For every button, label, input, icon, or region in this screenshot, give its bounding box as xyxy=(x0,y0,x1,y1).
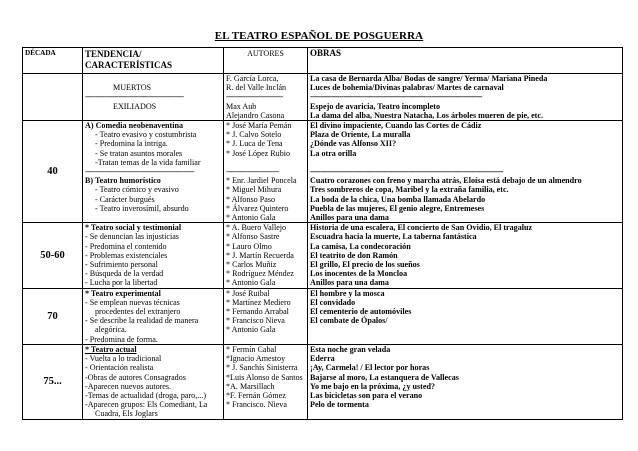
obras-cell xyxy=(308,121,623,223)
autor-line: * A. Buero Vallejo xyxy=(226,223,287,233)
tendencia-cell xyxy=(83,74,224,121)
divider-line: ---------------------------------------------------- xyxy=(85,167,194,177)
autor-line: * Francisco Nieva xyxy=(226,316,285,326)
tend-line: - Búsqueda de la verdad xyxy=(85,269,164,279)
tend-heading: * Teatro social y testimonial xyxy=(85,223,182,233)
autor-line: *A. Marsillach xyxy=(226,381,275,391)
tendencia-cell xyxy=(83,223,224,288)
divider-line: ---------------------------------------------------------------------------------- xyxy=(310,92,482,102)
obra-line: La camisa, La condecoración xyxy=(310,241,411,251)
obra-line: Historia de una escalera, El concierto de San Ovidio, El tragaluz xyxy=(310,223,533,233)
obra-line: El teatrito de don Ramón xyxy=(310,250,398,260)
tendencia-cell xyxy=(83,288,224,344)
autor-line: F. García Lorca, xyxy=(226,74,279,83)
row-muertos-exiliados xyxy=(23,74,623,121)
autores-cell xyxy=(224,223,308,288)
autor-line: *Luis Alonso de Santos xyxy=(226,372,303,382)
tend-line: - Sufrimiento personal xyxy=(85,260,158,270)
obra-line: La otra orilla xyxy=(310,148,357,158)
tendencia-cell xyxy=(83,344,224,419)
tend-line: -Tratan temas de la vida familiar xyxy=(95,157,201,167)
obra-line: La casa de Bernarda Alba/ Bodas de sangre/ Yerma/ Mariana Pineda xyxy=(310,74,548,83)
divider-line: ------------------------- xyxy=(226,167,279,177)
autor-line: * J. Sanchís Sinisterra xyxy=(226,363,298,373)
tend-line: - Se denuncian las injusticias xyxy=(85,232,179,242)
obra-line: El divino impaciente, Cuando las Cortes de Cádiz xyxy=(310,121,482,131)
tend-line: -Aparecen grupos: Els Comediant, La xyxy=(85,400,208,410)
row-50-60 xyxy=(23,223,623,288)
tend-line: EXILIADOS xyxy=(113,101,157,111)
obras-cell xyxy=(308,223,623,288)
autor-line: * Alfonso Sastre xyxy=(226,232,280,242)
tend-line xyxy=(85,74,221,83)
obras-cell xyxy=(308,344,623,419)
header-obras: OBRAS xyxy=(308,48,623,74)
autor-line: * José López Rubio xyxy=(226,148,291,158)
obra-line: Cuatro corazones con freno y marcha atrás, Eloísa está debajo de un almendro xyxy=(310,176,582,186)
obra-line: El convidado xyxy=(310,297,356,307)
autores-cell xyxy=(224,288,308,344)
autor-line: * José María Pemán xyxy=(226,121,292,131)
autor-line: * Miguel Mihura xyxy=(226,185,282,195)
obra-line: Tres sombreros de copa, Maribel y la extraña familia, etc. xyxy=(310,185,509,195)
header-autores: AUTORES xyxy=(224,48,308,74)
tend-line: -Temas de actualidad (droga, paro,...) xyxy=(85,390,207,400)
header-row xyxy=(23,48,623,74)
obra-line: Esta noche gran velada xyxy=(310,344,391,354)
obra-line: Ederra xyxy=(310,354,335,364)
autor-line: *F. Fernán Gómez xyxy=(226,390,286,400)
decada-cell: 75... xyxy=(23,344,83,419)
page-title: EL TEATRO ESPAÑOL DE POSGUERRA xyxy=(214,30,424,42)
tendencia-cell xyxy=(83,121,224,223)
tend-line: alegórica. xyxy=(95,325,127,335)
obra-line: El hombre y la mosca xyxy=(310,288,385,298)
row-40 xyxy=(23,121,623,223)
autor-line: R. del Valle Inclán xyxy=(226,83,287,93)
row-75 xyxy=(23,344,623,419)
autor-line: * J. Calvo Sotelo xyxy=(226,130,282,140)
obra-line: La dama del alba, Nuestra Natacha, Los árboles mueren de pie, etc. xyxy=(310,110,543,120)
autor-line: * Antonio Gala xyxy=(226,325,276,335)
obra-line: Pelo de tormenta xyxy=(310,400,369,410)
tend-line: - Se tratan asuntos morales xyxy=(95,148,183,158)
obra-line: Espejo de avaricia, Teatro incompleto xyxy=(310,101,441,111)
autores-cell xyxy=(224,121,308,223)
obra-line: Yo me bajo en la próxima, ¿y usted? xyxy=(310,381,436,391)
tend-line: - Teatro evasivo y costumbrista xyxy=(95,130,197,140)
obra-line: El cementerio de automóviles xyxy=(310,307,412,317)
obra-line: Anillos para una dama xyxy=(310,278,389,288)
tend-heading: B) Teatro humorístico xyxy=(85,176,161,186)
tend-line: -Obras de autores Consagrados xyxy=(85,372,186,382)
obra-line: Puebla de las mujeres, El genio alegre, Entremeses xyxy=(310,203,485,213)
row-70 xyxy=(23,288,623,344)
autor-line: * Álvarez Quintero xyxy=(226,203,289,213)
tend-line: - Teatro inverosímil, absurdo xyxy=(95,203,189,213)
tend-line: procedentes del extranjero xyxy=(95,307,181,317)
tend-line: - Vuelta a lo tradicional xyxy=(85,354,162,364)
tend-line: -Aparecen nuevos autores. xyxy=(85,381,172,391)
obra-line: El combate de Ópalos/ xyxy=(310,316,388,326)
autores-cell xyxy=(224,74,308,121)
obra-line: Plaza de Oriente, La muralla xyxy=(310,130,411,140)
tend-line: - Lucha por la libertad xyxy=(85,278,158,288)
decada-cell: 40 xyxy=(23,121,83,223)
obra-line: La boda de la chica, Una bomba llamada Abelardo xyxy=(310,194,486,204)
tend-line: - Se emplean nuevas técnicas xyxy=(85,297,180,307)
decada-cell: 50-60 xyxy=(23,223,83,288)
tend-line: - Predomina la intriga. xyxy=(95,139,168,149)
tend-line: Cuadra, Els Joglars xyxy=(95,409,158,419)
obra-line: El grillo, El precio de los sueños xyxy=(310,260,420,270)
decada-cell: 70 xyxy=(23,288,83,344)
tend-line: - Problemas existenciales xyxy=(85,250,168,260)
autor-line: * Antonio Gala xyxy=(226,213,276,223)
tend-line: - Predomina el contenido xyxy=(85,241,167,251)
autor-line: * Francisco. Nieva xyxy=(226,400,287,410)
tend-heading: A) Comedia neobenaventina xyxy=(85,121,184,131)
autor-line: * Enr. Jardiel Poncela xyxy=(226,176,297,186)
header-tendencia xyxy=(83,48,224,74)
divider-line: -------------------------------------------------------------------------------------------- xyxy=(310,167,503,177)
obra-line: Las bicicletas son para el verano xyxy=(310,390,423,400)
autor-line: * Carlos Muñiz xyxy=(226,260,277,270)
autores-cell xyxy=(224,344,308,419)
tend-line: - Carácter burgués xyxy=(95,194,155,204)
obras-cell xyxy=(308,74,623,121)
autor-line: * Lauro Olmo xyxy=(226,241,272,251)
obra-line: Luces de bohemia/Divinas palabras/ Martes de carnaval xyxy=(310,83,504,93)
obra-line: Escuadra hacia la muerte, La taberna fantástica xyxy=(310,232,477,242)
theatre-table xyxy=(22,47,623,420)
obra-line: ¡Ay, Carmela! / El lector por horas xyxy=(310,363,430,373)
obra-line: Bajarse al moro, La estanquera de Vallecas xyxy=(310,372,459,382)
divider-line: --------------------------- xyxy=(226,92,283,102)
autor-line: * J. Martín Recuerda xyxy=(226,250,294,260)
autor-line: *Ignacio Amestoy xyxy=(226,354,286,364)
autor-line: * Antonio Gala xyxy=(226,278,276,288)
header-tendencia-line2: CARACTERÍSTICAS xyxy=(85,59,173,70)
tend-line: - Teatro cómico y evasivo xyxy=(95,185,179,195)
decada-cell-empty xyxy=(23,74,83,121)
autor-line: Max Aub xyxy=(226,101,257,111)
autor-line: * Fermín Cabal xyxy=(226,344,277,354)
header-tendencia-line1: TENDENCIA/ xyxy=(85,49,142,59)
obra-line: Anillos para una dama xyxy=(310,213,389,223)
tend-heading: * Teatro experimental xyxy=(85,288,161,298)
tend-line: - Predomina de forma. xyxy=(85,334,158,344)
tend-heading: * Teatro actual xyxy=(85,344,137,354)
autor-line: Alejandro Casona xyxy=(226,110,285,120)
tend-line: - Se describe la realidad de manera xyxy=(85,316,199,326)
autor-line: * J. Luca de Tena xyxy=(226,139,283,149)
obras-cell xyxy=(308,288,623,344)
tend-line: - Orientación realista xyxy=(85,363,154,373)
autor-line: * José Ruibal xyxy=(226,288,270,298)
divider-line: ----------------------------------------------- xyxy=(85,92,184,102)
autor-line: * Fernando Arrabal xyxy=(226,307,289,317)
tend-line: MUERTOS xyxy=(113,83,152,93)
obra-line: Los inocentes de la Moncloa xyxy=(310,269,408,279)
autor-line: * Martínez Mediero xyxy=(226,297,291,307)
header-decada: DÉCADA xyxy=(23,48,83,74)
obra-line: ¿Dónde vas Alfonso XII? xyxy=(310,139,397,149)
autor-line: * Alfonso Paso xyxy=(226,194,276,204)
autor-line: * Rodríguez Méndez xyxy=(226,269,294,279)
